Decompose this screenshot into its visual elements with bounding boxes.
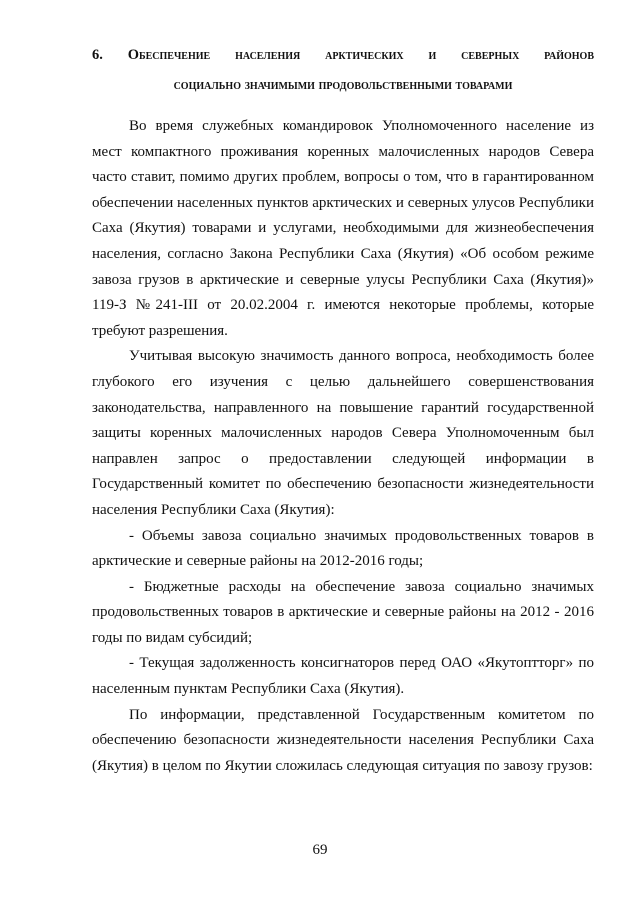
paragraph-request: Учитывая высокую значимость данного вопроса, необходимость более глубокого его изучения с целью дальнейшего совершенствования законодательства, направленного на повышение гарантий государственной защиты коренных малочисленных народов Севера Уполномоченным был направлен запрос о предоставлении следующей информации в Государственный комитет по обеспечению безопасности жизнедеятельности населения Республики Саха (Якутия): [92,348,594,518]
paragraph-situation: По информации, представленной Государственным комитетом по обеспечению безопасности жизнедеятельности населения Республики Саха (Якутия) в целом по Якутии сложилась следующая ситуация по завозу грузов: [92,706,594,774]
list-item-budget: - Бюджетные расходы на обеспечение завоза социально значимых продовольственных товаров в арктические и северные районы на 2012 - 2016 годы по видам субсидий; [92,578,594,646]
body-text [92,114,594,779]
page-number: 69 [312,842,328,858]
section-heading [92,40,594,100]
section-heading-line-1: 6. Обеспечение населения арктических и северных районов [92,47,594,63]
paragraph-intro: Во время служебных командировок Уполномоченного население из мест компактного проживания коренных малочисленных народов Севера часто ставит, помимо других проблем, вопросы о том, что в гарантированном обеспечении населенных пунктов арктических и северных улусов Республики Саха (Якутия) товарами и услугами, необходимыми для жизнеобеспечения населения, согласно Закона Республики Саха (Якутия) «Об особом режиме завоза грузов в арктические и северные улусы Республики Саха (Якутия)» 119-З №241-III от 20.02.2004 г. имеются некоторые проблемы, которые требуют разрешения. [92,118,594,339]
list-item-volumes: - Объемы завоза социально значимых продовольственных товаров в арктические и северные районы на 2012-2016 годы; [92,527,594,570]
list-item-debt: - Текущая задолженность консигнаторов перед ОАО «Якутоптторг» по населенным пунктам Республики Саха (Якутия). [92,655,594,698]
section-heading-line-2: социально значимыми продовольственными товарами [173,77,513,93]
